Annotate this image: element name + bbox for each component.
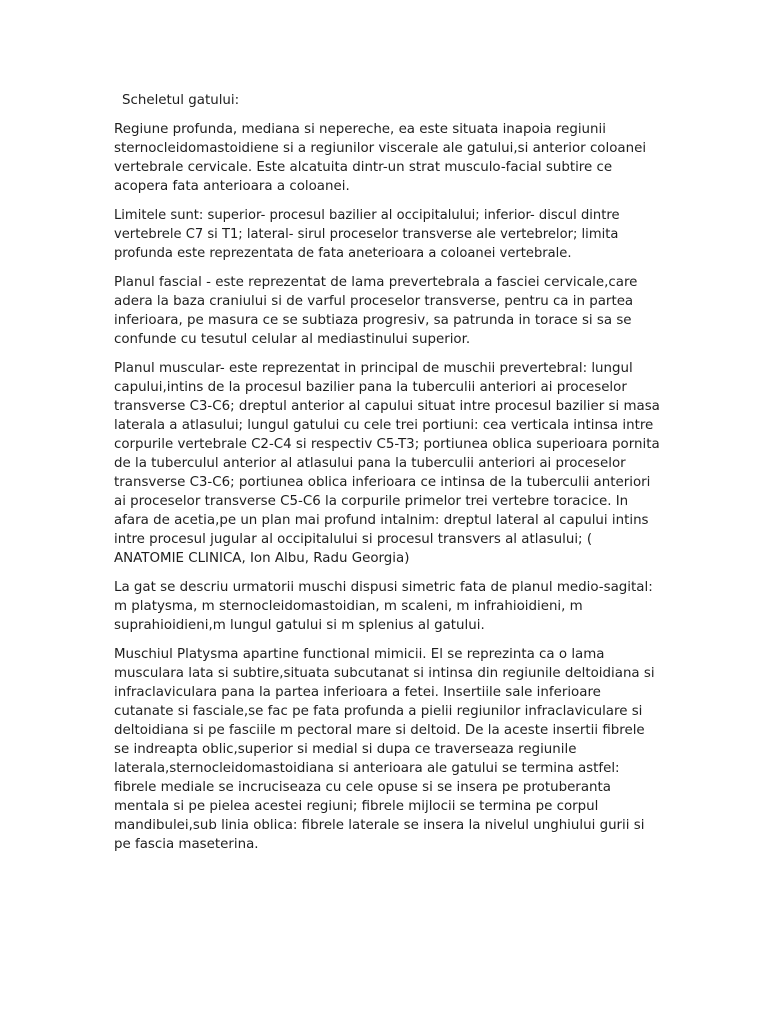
paragraph-intro: Regiune profunda, mediana si nepereche, ea este situata inapoia regiunii sternocleidomastoidiene si a regiunilor viscerale ale gatului,si anterior coloanei vertebrale cervicale. Este alcatuita dintr-un strat musculo-facial subtire ce acopera fata anterioara a coloanei. <box>114 122 647 194</box>
document-page <box>114 91 660 864</box>
paragraph-fascial-plane: Planul fascial - este reprezentat de lama prevertebrala a fasciei cervicale,care adera la baza craniului si de varful proceselor transverse, pentru ca in partea inferioara, pe masura ce se subtiaza progresiv, sa patrunda in torace si sa se confunde cu tesutul celular al mediastinului superior. <box>114 275 638 347</box>
paragraph-limits: Limitele sunt: superior- procesul bazilier al occipitalului; inferior- discul dintre vertebrele C7 si T1; lateral- sirul proceselor transverse ale vertebrelor; limita profunda este reprezentata de fata aneterioara a coloanei vertebrale. <box>114 208 620 261</box>
document-title: Scheletul gatului: <box>122 93 240 108</box>
paragraph-muscular-plane: Planul muscular- este reprezentat in principal de muschii prevertebral: lungul capului,intins de la procesul bazilier pana la tuberculii anteriori ai proceselor transverse C3-C6; dreptul anterior al capului situat intre procesul bazilier si masa laterala a atlasului; lungul gatului cu cele trei portiuni: cea verticala intinsa intre corpurile vertebrale C2-C4 si respectiv C5-T3; portiunea oblica superioara pornita de la tuberculul anterior al atlasului pana la tuberculii anteriori ai proceselor transverse C3-C6; portiunea oblica inferioara ce intinsa de la tuberculii anteriori ai proceselor transverse C5-C6 la corpurile primelor trei vertebre toracice. In afara de acetia,pe un plan mai profund intalnim: dreptul lateral al capului intins intre procesul jugular al occipitalului si procesul transvers al atlasului; ( ANATOMIE CLINICA, Ion Albu, Radu Georgia) <box>114 361 660 566</box>
paragraph-neck-muscles: La gat se descriu urmatorii muschi dispusi simetric fata de planul medio-sagital: m platysma, m sternocleidomastoidian, m scaleni, m infrahioidieni, m suprahioidieni,m lungul gatului si m splenius al gatului. <box>114 580 653 633</box>
paragraph-platysma: Muschiul Platysma apartine functional mimicii. El se reprezinta ca o lama musculara lata si subtire,situata subcutanat si intinsa din regiunile deltoidiana si infraclaviculara pana la partea inferioara a fetei. Insertiile sale inferioare cutanate si fasciale,se fac pe fata profunda a pielii regiunilor infraclaviculare si deltoidiana si pe fasciile m pectoral mare si deltoid. De la aceste insertii fibrele se indreapta oblic,superior si medial si dupa ce traverseaza regiunile laterala,sternocleidomastoidiana si anterioara ale gatului se termina astfel: fibrele mediale se incruciseaza cu cele opuse si se insera pe protuberanta mentala si pe pielea acestei regiuni; fibrele mijlocii se termina pe corpul mandibulei,sub linia oblica: fibrele laterale se insera la nivelul unghiului gurii si pe fascia maseterina. <box>114 647 655 852</box>
